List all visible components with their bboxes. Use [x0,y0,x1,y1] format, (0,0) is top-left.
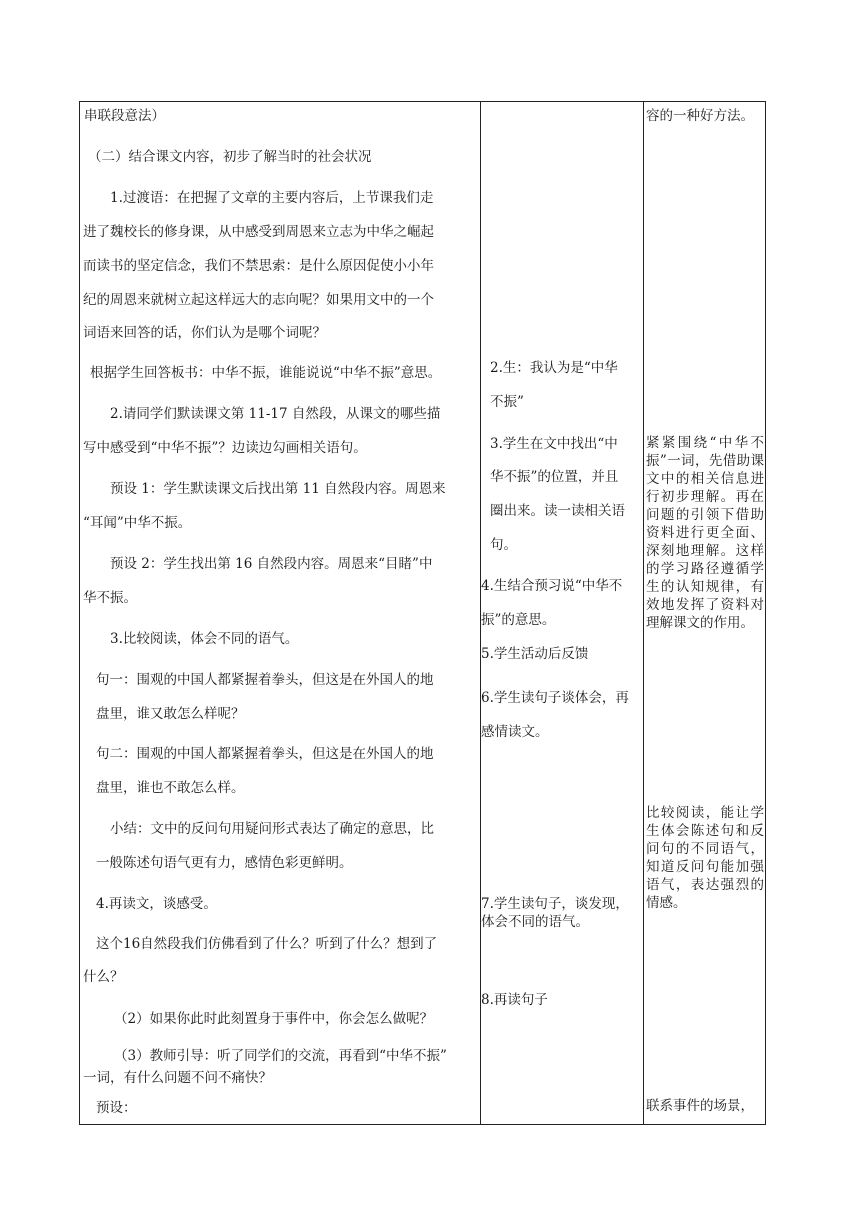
student-activity-line: 2.生：我认为是“中华 [490,360,618,376]
teaching-text-line: 3.比较阅读，体会不同的语气。 [110,631,299,647]
teaching-text-line: 华不振。 [83,590,137,606]
student-activity-line: 华不振”的位置，并且 [490,469,619,485]
teaching-text-line: 预设 2：学生找出第 16 自然段内容。周恩来“目睹”中 [110,556,433,572]
teaching-text-line: 进了魏校长的修身课，从中感受到周恩来立志为中华之崛起 [83,224,434,240]
teaching-text-line: 根据学生回答板书：中华不振，谁能说说“中华不振”意思。 [90,365,442,381]
lesson-table [79,101,766,1125]
teaching-text-line: 纪的周恩来就树立起这样远大的志向呢？如果用文中的一个 [83,292,434,308]
teaching-text-line: 1.过渡语：在把握了文章的主要内容后，上节课我们走 [110,190,434,206]
student-activity-line: 感情读文。 [481,724,549,740]
teaching-text-line: 小结：文中的反问句用疑问形式表达了确定的意思，比 [110,821,434,837]
teaching-text-line: 4.再读文，谈感受。 [96,896,217,912]
student-activity-line: 8.再读句子 [481,992,548,1008]
student-activity-line: 7.学生读句子，谈发现， [481,896,629,912]
student-activity-line: 句。 [490,537,517,553]
student-activity-line: 5.学生活动后反馈 [481,646,589,662]
student-activity-line: 体会不同的语气。 [481,914,589,930]
teaching-text-line: 一词，有什么问题不问不痛快？ [83,1070,272,1086]
student-activity-line: 4.生结合预习说“中华不 [481,578,623,594]
teaching-text-line: 句二：围观的中国人都紧握着拳头，但这是在外国人的地 [96,746,434,762]
teaching-text-line: 而读书的坚定信念，我们不禁思索：是什么原因促使小小年 [83,258,434,274]
section-heading: （二）结合课文内容，初步了解当时的社会状况 [88,149,372,165]
teaching-text-line: 盘里，谁又敢怎么样呢？ [96,706,245,722]
teaching-text-line: 写中感受到“中华不振”？边读边勾画相关语句。 [83,440,367,456]
teaching-text-line: 串联段意法） [84,108,165,124]
column-divider [643,102,644,1124]
teaching-text-line: 这个16自然段我们仿佛看到了什么？听到了什么？想到了 [96,936,438,952]
teaching-text-line: 预设： [96,1100,137,1116]
student-activity-line: 振”的意思。 [481,612,556,628]
design-intent-note: 容的一种好方法。 [646,108,754,124]
teaching-text-line: 句一：围观的中国人都紧握着拳头，但这是在外国人的地 [96,672,434,688]
design-intent-note: 紧紧围绕“中华不振”一词，先借助课文中的相关信息进行初步理解。再在问题的引领下借助资料进行更全面、深刻地理解。这样的学习路径遵循学生的认知规律，有效地发挥了资料对理解课文的作用。 [646,435,764,631]
teaching-text-line: （3）教师引导：听了同学们的交流，再看到“中华不振” [114,1048,447,1064]
teaching-text-line: 词语来回答的话，你们认为是哪个词呢？ [83,325,326,341]
teaching-text-line: 什么？ [83,969,124,985]
student-activity-line: 6.学生读句子谈体会，再 [481,690,629,706]
design-intent-note: 联系事件的场景， [646,1098,754,1114]
teaching-text-line: 预设 1：学生默读课文后找出第 11 自然段内容。周恩来 [110,481,446,497]
teaching-text-line: （2）如果你此时此刻置身于事件中，你会怎么做呢？ [114,1011,434,1027]
design-intent-note: 比较阅读，能让学生体会陈述句和反问句的不同语气，知道反问句能加强语气，表达强烈的情感。 [646,805,764,911]
teaching-text-line: 2.请同学们默读课文第 11-17 自然段，从课文的哪些描 [110,406,441,422]
teaching-text-line: 盘里，谁也不敢怎么样。 [96,780,245,796]
student-activity-line: 3.学生在文中找出“中 [490,436,618,452]
teaching-text-line: 一般陈述句语气更有力，感情色彩更鲜明。 [96,855,353,871]
teaching-text-line: “耳闻”中华不振。 [83,515,192,531]
student-activity-line: 圈出来。读一读相关语 [490,503,625,519]
student-activity-line: 不振” [490,394,524,410]
